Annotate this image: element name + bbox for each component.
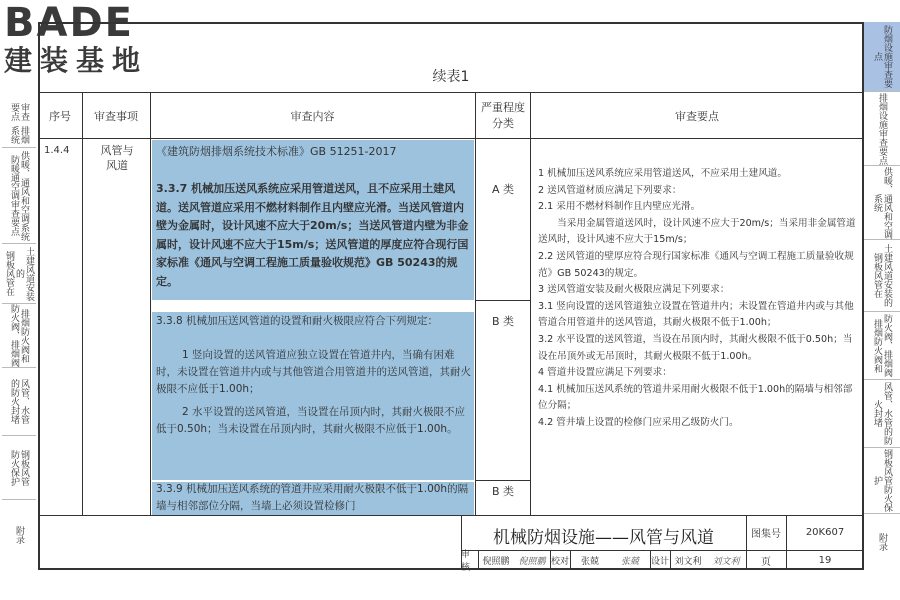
- designer-signature: 刘文利: [712, 556, 740, 567]
- point-item: 2.1 采用不燃材料制作且内壁应光滑。: [538, 201, 701, 213]
- header-no: 序号: [49, 110, 71, 123]
- right-tab[interactable]: 钢板风管防火保护: [864, 448, 900, 514]
- col-line-1: [82, 92, 83, 515]
- header-points: 审查要点: [675, 110, 719, 123]
- right-section-tabs: [864, 22, 900, 570]
- col-line-3: [475, 92, 476, 515]
- header-top-line: [38, 92, 864, 93]
- severity-a: A 类: [491, 183, 515, 196]
- left-tab[interactable]: 审查要点 排烟系统: [2, 100, 36, 148]
- left-tab[interactable]: 的防火封堵 风管、水管: [2, 368, 36, 436]
- page-label: 页: [761, 556, 771, 568]
- point-item: 2 送风管道材质应满足下列要求：: [538, 184, 682, 196]
- header-content: 审查内容: [290, 110, 335, 123]
- point-item: 当采用金属管道送风时，设计风速不应大于20m/s；当采用非金属管道送风时，设计风速不应大于15m/s；: [538, 217, 856, 246]
- severity-divider-1: [475, 300, 530, 301]
- designer-name: 刘文利: [674, 556, 702, 567]
- content-clause-338-1: 1 竖向设置的送风管道应独立设置在管道井内，当确有困难时，未设置在管道井内或与其他管道合用管道井的送风管道，其耐火极限不应低于1.00h；: [156, 349, 471, 395]
- checker-name: 张兢: [580, 556, 599, 567]
- right-tab[interactable]: 防火阀、排烟阀排烟防火阀和: [864, 312, 900, 380]
- col-line-4: [530, 92, 531, 515]
- table-title: 续表1: [432, 69, 470, 85]
- design-label: 设计: [650, 556, 669, 567]
- row-number: 1.4.4: [44, 145, 70, 156]
- left-tab[interactable]: 防暖通空调审查要点 供暖、通风和空调系统: [2, 148, 36, 244]
- checker-signature: 张兢: [620, 556, 639, 567]
- left-section-tabs: [0, 100, 38, 570]
- point-item: 3.1 竖向设置的送风管道独立设置在管道井内；未设置在管道井内或与其他管道合用管道井的送风管道，其耐火极限不低于1.00h；: [538, 300, 854, 329]
- severity-divider-2: [475, 480, 530, 481]
- severity-b1: B 类: [491, 315, 515, 328]
- content-clause-338-2: 2 水平设置的送风管道，当设置在吊顶内时，其耐火极限不应低于0.50h；当未设置在吊顶内时，其耐火极限不应低于1.00h。: [156, 406, 466, 435]
- right-tab[interactable]: 供暖、通风和空调系统: [864, 166, 900, 240]
- check-label: 校对: [550, 556, 569, 567]
- left-tab[interactable]: 附录: [14, 526, 24, 544]
- right-tab[interactable]: 排烟设施审查要点: [864, 92, 900, 166]
- row-item: 风管与风道: [100, 144, 134, 172]
- content-clause-339: 3.3.9 机械加压送风系统的管道井应采用耐火极限不低于1.00h的隔墙与相邻部位分隔，当墙上必须设置检修门: [156, 483, 469, 512]
- point-item: 3.2 水平设置的送风管道，当设在吊顶内时，其耐火极限不低于0.50h；当设在吊顶外或无吊顶时，其耐火极限不低于1.00h。: [538, 333, 853, 362]
- right-tab[interactable]: 土建风道安装的钢板风管在: [864, 240, 900, 312]
- atlas-number: 20K607: [805, 527, 845, 538]
- content-clause-338-intro: 3.3.8 机械加压送风管道的设置和耐火极限应符合下列规定：: [156, 315, 439, 327]
- col-line-2: [150, 92, 151, 515]
- content-clause-337: 3.3.7 机械加压送风系统应采用管道送风，且不应采用土建风道。送风管道应采用不燃材料制作且内壁应光滑。当送风管道内壁为金属时，设计风速不应大于20m/s；当送风管道内壁为非金属时，设计风速不应大于15m/s；送风管道的厚度应符合现行国家标准《通风与空调工程施工质量验收规范》GB 50243的规定。: [156, 182, 469, 288]
- table-bottom-line: [38, 515, 864, 516]
- right-tab[interactable]: 附录: [877, 533, 887, 551]
- review-label: 审核: [461, 550, 471, 573]
- drawing-title: 机械防烟设施——风管与风道: [493, 527, 714, 548]
- reviewer-signature: 倪照鹏: [518, 556, 546, 567]
- point-item: 1 机械加压送风系统应采用管道送风，不应采用土建风道。: [538, 168, 787, 179]
- atlas-label: 图集号: [751, 529, 781, 540]
- header-item: 审查事项: [94, 110, 138, 123]
- right-tab[interactable]: 风管、水管的防火封堵: [864, 380, 900, 448]
- page-number: 19: [818, 554, 832, 566]
- point-item: 3 送风管道安装及耐火极限应满足下列要求：: [538, 284, 730, 296]
- left-tab[interactable]: 防火阀、排烟阀 排烟防火阀和: [2, 304, 36, 368]
- point-item: 4 管道井设置应满足下列要求：: [538, 367, 672, 379]
- point-item: 4.2 管井墙上设置的检修门应采用乙级防火门。: [538, 416, 739, 428]
- left-tab[interactable]: 钢板风管在 土建风道安装的: [2, 244, 36, 304]
- reviewer-name: 倪照鹏: [482, 556, 510, 567]
- review-points: [538, 166, 858, 432]
- severity-b2: B 类: [491, 485, 515, 498]
- right-tab-active[interactable]: 防烟设施审查要点: [864, 22, 900, 92]
- point-item: 4.1 机械加压送风系统的管道井采用耐火极限不低于1.00h的隔墙与相邻部位分隔；: [538, 383, 853, 412]
- header-severity: 严重程度分类: [481, 101, 525, 130]
- logo-subtitle-text: 建装基地: [4, 44, 149, 77]
- left-tab[interactable]: 防火保护 钢板风管: [2, 436, 36, 500]
- content-standard: 《建筑防烟排烟系统技术标准》GB 51251-2017: [156, 145, 397, 158]
- logo-brand-text: BADE: [4, 0, 134, 46]
- header-bottom-line: [38, 138, 864, 139]
- point-item: 2.2 送风管道的壁厚应符合现行国家标准《通风与空调工程施工质量验收规范》GB 50243的规定。: [538, 250, 854, 279]
